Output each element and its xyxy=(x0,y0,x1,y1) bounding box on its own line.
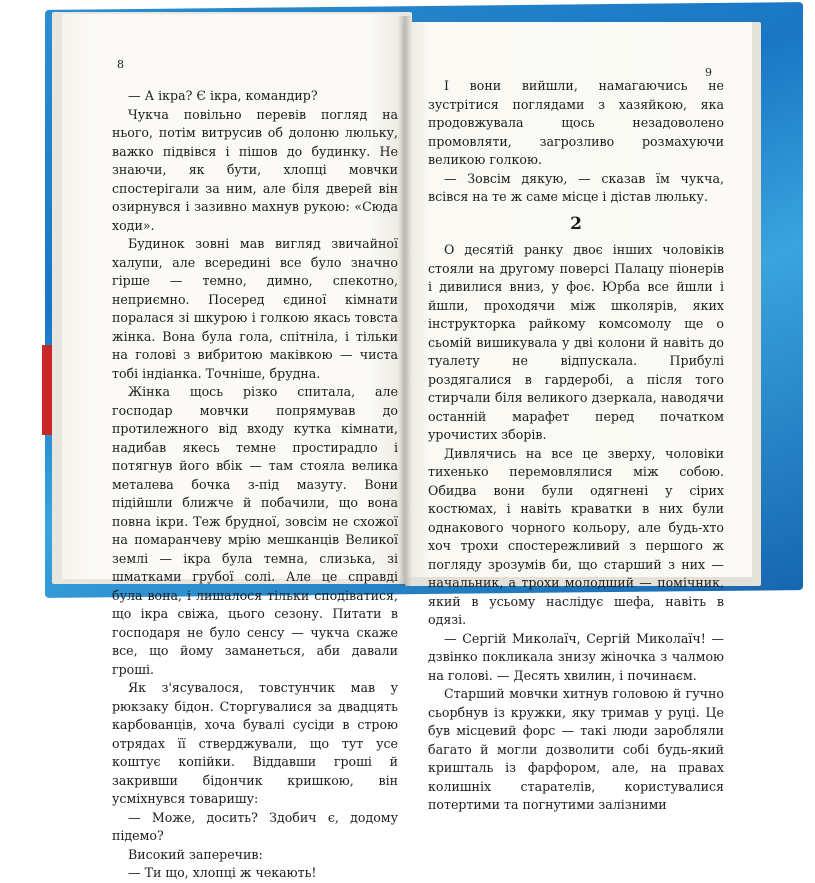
paragraph: — А ікра? Є ікра, командир? xyxy=(128,88,318,103)
paragraph: — Ти що, хлопці ж чекають! xyxy=(128,865,317,880)
right-page xyxy=(402,22,752,812)
book-gutter-shadow xyxy=(398,16,412,586)
paragraph: — Може, досить? Здобич є, додому підемо? xyxy=(112,809,398,843)
paragraph: Як з'ясувалося, товстунчик мав у рюкзаку бідон. Сторгувалися за двадцять карбованців, хоча бувалі сусіди в строю отрядах її стверджували, що тут усе коштує копійки. Віддавши гроші й закривши бідончик кришкою, він усміхнувся товаришу: xyxy=(112,680,398,806)
paragraph: І вони вийшли, намагаючись не зустрітися поглядами з хазяйкою, яка продовжувала щось незадоволено промовляти, загрозливо розмахуючи великою голкою. xyxy=(428,78,724,167)
paragraph: — Сергій Миколаїч, Сергій Миколаїч! — дзвінко покликала знизу жіночка з чалмою на голові. — Десять хвилин, і починаєм. xyxy=(428,630,724,683)
page-number: 9 xyxy=(705,66,712,79)
left-page-text xyxy=(112,87,398,883)
chapter-heading: 2 xyxy=(570,213,582,234)
paragraph: Високий заперечив: xyxy=(128,846,263,862)
paragraph: — Зовсім дякую, — сказав їм чукча, всівся на те ж саме місце і дістав люльку. xyxy=(428,170,724,204)
paragraph: О десятій ранку двоє інших чоловіків стояли на другому поверсі Палацу піонерів і дивилися вниз, у фоє. Юрба все йшли і йшли, проходячи між школярів, яких інструкторка райкому комсомолу ще о сьомій вишикувала у дві колони й навіть до туалету не відпускала. Прибулі роздягалися в гардеробі, а після того стирчали біля великого дзеркала, наводячи останній марафет перед початком урочистих зборів. xyxy=(428,242,724,442)
paragraph: Старший мовчки хитнув головою й гучно сьорбнув із кружки, яку тримав у руці. Це був місцевий форс — такі люди заробляли багато й могли дозволити собі будь-який кришталь із фарфором, але, на правах колишніх старателів, користувалися потертими та погнутими залізними xyxy=(428,686,724,812)
right-page-text xyxy=(428,77,724,815)
page-number: 8 xyxy=(117,58,124,71)
paragraph: Дивлячись на все це зверху, чоловіки тихенько перемовлялися між собою. Обидва вони були одягнені у сірих костюмах, і навіть краватки в них були однакового чорного кольору, але будь-хто хоч трохи спостережливий з першого ж погляду зрозумів би, що старший з них — начальник, а трохи молодший — помічник, який в усьому наслідує шефа, навіть в одязі. xyxy=(428,445,724,627)
paragraph: Будинок зовні мав вигляд звичайної халупи, але всередині все було значно гірше — темно, димно, спекотно, неприємно. Посеред єдиної кімнати поралася зі шкурою і голкою якась товста жінка. Вона була гола, спітніла, і тільки на голові з вибритою маківкою — чиста тобі індіанка. Точніше, брудна. xyxy=(112,236,398,381)
left-page xyxy=(62,14,410,880)
paragraph: Жінка щось різко спитала, але господар мовчки попрямував до протилежного від входу кутка кімнати, надибав якесь темне простирадло і потягнув його вбік — там стояла велика металева бочка з-під мазуту. Вони підійшли ближче й побачили, що вона повна ікри. Теж брудної, зовсім не схожої на помаранчеву мрію мешканців Великої землі — ікра була темна, слизька, зі шматками грубої солі. Але це справді була вона, і лишалося тільки сподіватися, що ікра свіжа, цього сезону. Питати в господаря не було сенсу — чукча скаже все, що йому заманеться, аби давали гроші. xyxy=(112,384,398,677)
paragraph: Чукча повільно перевів погляд на нього, потім витрусив об долоню люльку, важко підвівся і пішов до будинку. Не знаючи, як бути, хлопці мовчки спостерігали за ним, але біля дверей він озирнувся і зазивно махнув рукою: «Сюда ходи». xyxy=(112,106,398,233)
